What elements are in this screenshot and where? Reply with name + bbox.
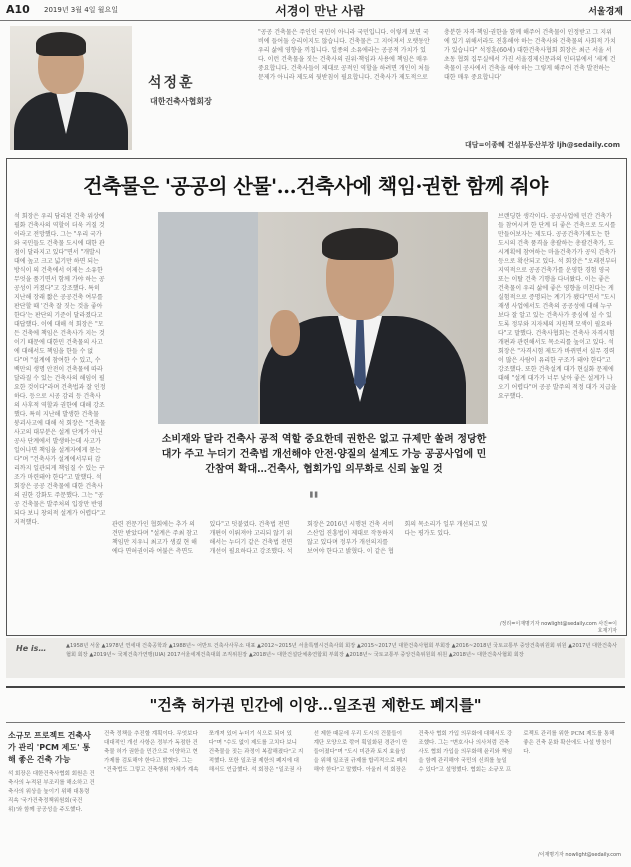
he-is-label: He is… [16,644,47,653]
body-lower-columns: 관련 전문가인 협회에는 추가 의견만 받았다며 "설계은 주최 참고 책임만 지우니 최고가 생겼 현 해에다 면허권이라 여불은 측면도 있다"고 덧붙였다. 건축법 전면 개편이 이뤄져야 고리되 않기 위해서는 누더기 같은 건축법 전면 개선이 필요하다고 강조했다. 석 회장은 2016년 시행된 건축 서비스산업 진흥법이 제대로 작동하지 않고 있다며 정부가 개선의지를 보여야 한다고 밝혔다. 이 같은 협회의 목소리가 일부 개선되고 있다는 평가도 있다. [112,521,488,555]
intro-text: "공공 건축물은 주인인 국민이 아니라 국민입니다. 이렇게 보면 국비에 들어둘 승리이지도 않습니다. 건축물은 그 지어져서 오랫동안 우리 삶에 영향을 끼칩니다. 일종의 소유에라는 공공적 가치가 있다. 이런 건축물을 짓는 건축사의 권위·책임과 사용에 책임은 매우 중요합니다. 건축사들이 제대로 공적인 역할을 하려면 개인이 처들 문제가 아니라 제도의 뒷받침이 필요합니다. 건축사가 제도적으로 충분한 자격·책임·권한을 함께 해주어 건축물이 인정받고 그 지위에 있기 위해서라도 진흥해야 하는 건축사와 건축물의 사회적 가치가 있습니다" 석정훈(60세) 대한건축사협회 회장은 최근 서울 서초동 협회 집무실에서 가진 서울경제신문과의 인터뷰에서 '세계 건축물이 공사에서 건축을 해야 하는 그렇게 해주어 건축 발전하는 대한 매우 중요합니다' [258,29,616,81]
profile-name: 석정훈 [148,75,195,91]
publication-date: 2019년 3월 4일 월요일 [44,6,118,14]
second-subhead-text: 석 회장은 대한건축사협회 회원은 건축사의 누적된 부조리를 해소하고 건축사의 위상을 높이기 위해 대통령 직속 '국가건축정책위원회(국건위)'와 함께 공공성을 주도했다. [8,771,95,813]
he-is-text: ▲1958년 서울 ▲1978년 연세대 건축공학과 ▲1988년~ 어반트 건축사사무소 대표 ▲2012~2015년 서울특별시건축사회 회장 ▲2015~2017년 대한건축사협회 부회장 ▲2016~2018년 국토교통부 중앙건축위원회 위원 ▲2017년 대한건축사협회 회장 ▲2019년~ 국제건축가연맹(UIA) 2017서울세계건축대회 조직위원장 ▲2018년~ 대한건설단체총연합회 부회장 ▲2018년~ 국토교통부 중앙건축위원회 위원 ▲2018년~ 대한건축사협회 회장 [66,643,618,658]
second-headline: "건축 허가권 민간에 이양…일조권 제한도 폐지를" [6,686,625,723]
main-headline: 건축물은 '공공의 산물'…건축사에 책임·권한 함께 줘야 [83,174,548,198]
second-subhead: 소규모 프로젝트 건축사가 관리 'PCM 제도' 통해 좋은 건축 가능 [8,731,91,764]
article-byline: /정리=이재명기자 nowlight@sedaily.com 사진=이호재기자 [499,621,617,634]
interview-byline: 대담=이종혜 건설부동산부장 ljh@sedaily.com [465,141,620,149]
page-number: A10 [6,3,30,16]
second-article-byline: /이재명기자 nowlight@sedaily.com [537,852,621,858]
he-is-profile-box [6,638,625,678]
main-photo [158,212,488,424]
second-article-columns: 건축 정책을 추진할 계획이다. 무엇보다 대대적인 개선 사항은 정부가 독점한 건축물 허가 권한을 민간으로 이양하고 현가제를 검토해야 한다고 밝혔다. 그는 "건축법도 그렇고 건축행위 자체가 계속 쪼개져 있어 누더기 식으로 되어 있다"며 "수도 없이 제도를 고치다 보니 건축물을 짓는 과정이 복잡해졌다"고 지적했다. 또한 일조권 제한의 폐지에 대해서도 언급했다. 석 회장은 "일조권 사선 제한 때문에 우리 도시의 건물들이 계단 모양으로 깎여 획일화된 경관이 만들어졌다"며 "도시 미관과 토지 효율성을 위해 일조권 규제를 합리적으로 폐지해야 한다"고 말했다. 아울러 석 회장은 건축사 협회 가입 의무화에 대해서도 강조했다. 그는 "변호사나 의사처럼 건축사도 협회 가입을 의무화해 윤리와 책임을 함께 관리해야 국민의 신뢰를 높일 수 있다"고 설명했다. 협회는 소규모 프로젝트 관리를 위한 PCM 제도를 통해 좋은 건축 문화 확산에도 나설 방침이다. [104,731,615,773]
pull-quote: 소비재와 달라 건축사 공적 역할 중요한데 권한은 없고 규제만 쏠려 정당한 대가 주고 누더기 건축법 개선해야 안전·양질의 설계도 가능 공공사업에 민간참여 확대…건축사, 협회가입 의무화로 신뢰 높일 것 [161,434,487,475]
page-header [0,0,631,21]
profile-photo [10,26,132,150]
body-column-right: 브랜딩한 생각이다. 공공사업에 민간 건축가들 참여시켜 한 단계 더 좋은 건축으로 도시를 만들어보자는 제도다. 공공건축가제도는 한 도시의 건축 품격을 총괄하는 총괄건축가, 도시계획에 참여하는 마을건축가가 공익 건축가 등으로 확산되고 있다. 석 회장은 "오래전부터 지역적으로 공공건축가를 운영한 경험 영국 또는 이탈 건축 기행을 다녀왔다. 이는 좋은 건축물이 우리 삶에 좋은 영향을 미친다는 게 실험적으로 증명되는 계기가 됐다"면서 "도시재생 사업에서도 건축의 공공성에 대해 누구보다 잘 알고 있는 건축사가 중심에 설 수 있도록 정부와 지자체의 지원책 모색이 필요하다"고 말했다. 건축사협회는 건축사 자격시험 개편과 관련해서도 목소리를 높이고 있다. 석 회장은 "자격시험 제도가 바뀌면서 실무 경력이 많은 사람이 유리한 구조가 돼야 한다"고 강조했다. 또한 건축설계 대가 현실화 문제에 대해 "설계 대가가 너무 낮아 좋은 설계가 나오기 어렵다"며 공공 발주의 적정 대가 지급을 요구했다. [498,213,617,400]
section-title: 서경이 만난 사람 [275,4,365,18]
quote-mark-icon: " [308,488,320,514]
body-column-left: 석 회장은 우리 담리된 건축 위상에 필화 건축사의 역할이 더욱 커질 것이라고 전망했다. 그는 "우리 국가와 국민들도 건축물 도시에 대한 관점이 달라지고 있다"면서 "개발시대에 높고 크고 넓기만 하면 되는 방식이 의 건축에서 이제는 소유한 무엇을 품기면서 함께 가야 하는 공공성이 커졌다"고 강조했다. 특히 지난해 장래 짧은 공공건축 여부를 판단할 때 '건축 잘 짓는 것을 좋아한다'는 판단의 기준이 달라졌다고 대답했다. 이에 대해 석 회장은 "모든 건축에 책임은 건축사가 지는 것이기 때문에 대한민 건축물의 사고에 대해서도 책임을 한들 수 없다"며 "설계에 참여한 수 있고, 수백만의 생명 안전이 건축물에 따라 달라질 수 있는 건축사의 해임이 필요한 것이다"라며 건축법과 잘 인정하다. 등으로 시공 감리 등 건축사의 사후적 역할과 권한에 대해 강조했다. 특히 지난해 발생한 건축물 붕괴사고에 대해 석 회장은 "건축물 사고의 대부분은 설계 단계가 아닌 공사 단계에서 발생하는데 사고가 일어나면 책임을 설계자에게 묻는다"며 "건축사가 설계에서부터 감리까지 일관되게 책임질 수 있는 구조가 마련돼야 한다"고 말했다. 석 회장은 공공 건축물에 대한 건축사의 권한 강화도 주문했다. 그는 "공공 건축물은 발주처의 입장만 반영되다 보니 창의적 설계가 어렵다"고 지적했다. [14,213,106,526]
newspaper-name: 서울경제 [588,7,623,17]
profile-title: 대한건축사협회장 [150,97,212,106]
